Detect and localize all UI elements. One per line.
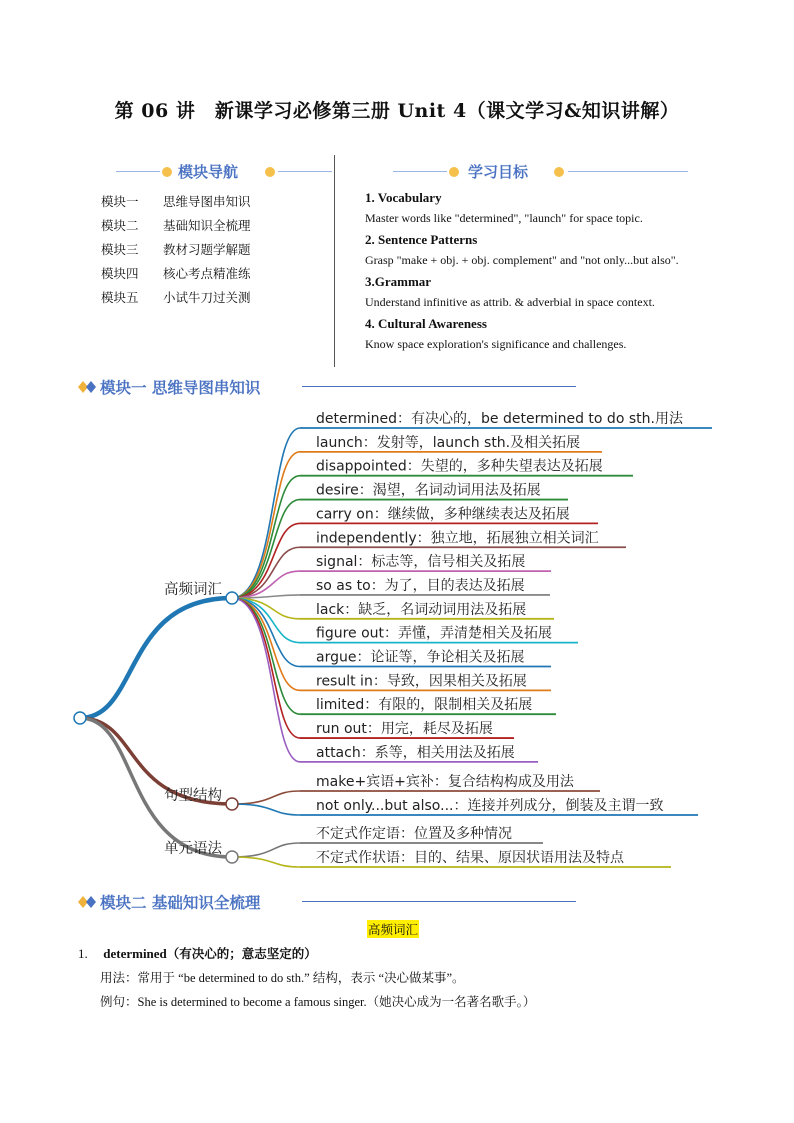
leaf-connector	[232, 598, 300, 738]
branch-line	[80, 598, 232, 718]
module-nav-title: 模块导航	[178, 163, 239, 181]
category-label: 单元语法	[164, 841, 222, 857]
column-divider	[334, 155, 335, 367]
dot-icon	[162, 167, 172, 177]
leaf-label: determined：有决心的，be determined to do sth.用法	[316, 411, 683, 427]
goal-heading: 3.Grammar	[365, 274, 432, 289]
category-node	[226, 798, 238, 810]
leaf-label: desire：渴望，名词动词用法及拓展	[316, 482, 541, 499]
leaf-label: so as to：为了，目的表达及拓展	[316, 577, 525, 594]
module-nav-list	[101, 192, 321, 312]
divider-line	[302, 386, 576, 387]
goal-heading: 4. Cultural Awareness	[365, 316, 487, 331]
goal-text: Know space exploration's significance and challenges.	[365, 337, 627, 351]
leaf-label: argue：论证等，争论相关及拓展	[316, 649, 525, 666]
divider-line	[302, 901, 576, 902]
dot-icon	[554, 167, 564, 177]
leaf-label: 不定式作定语：位置及多种情况	[316, 826, 512, 842]
leaf-label: attach：系等，相关用法及拓展	[316, 744, 515, 761]
goal-text: Grasp "make + obj. + obj. complement" and "not only...but also".	[365, 253, 679, 267]
usage-label: 用法：	[100, 970, 138, 985]
leaf-label: run out：用完，耗尽及拓展	[316, 721, 493, 738]
usage-text: 常用于 “be determined to do sth.” 结构，表示 “决心做某事”。	[137, 971, 465, 985]
module1-header	[78, 376, 578, 398]
diamond-icon	[78, 380, 98, 394]
subheading: 高频词汇	[368, 922, 419, 937]
leaf-connector	[232, 857, 300, 867]
mind-map	[0, 405, 794, 875]
goal-heading: 1. Vocabulary	[365, 190, 442, 205]
leaf-connector	[232, 791, 300, 804]
category-label: 高频词汇	[164, 582, 222, 598]
divider-line	[116, 171, 160, 172]
category-node	[226, 592, 238, 604]
module2-header	[78, 891, 578, 913]
leaf-label: limited：有限的，限制相关及拓展	[316, 697, 533, 714]
vocab-entry	[78, 944, 758, 1016]
goals-title: 学习目标	[468, 163, 529, 181]
entry-number: 1.	[78, 946, 88, 961]
nav-item[interactable]: 模块二 基础知识全梳理	[101, 218, 251, 233]
dot-icon	[449, 167, 459, 177]
divider-line	[393, 171, 447, 172]
nav-item[interactable]: 模块五 小试牛刀过关测	[101, 290, 251, 305]
nav-item[interactable]: 模块四 核心考点精准练	[101, 266, 251, 281]
divider-line	[568, 171, 688, 172]
goal-text: Understand infinitive as attrib. & adverbial in space context.	[365, 295, 655, 309]
example-label: 例句：	[100, 994, 138, 1009]
goals-header	[375, 160, 715, 184]
module2-title: 模块二 基础知识全梳理	[100, 894, 261, 912]
page-title: 第 06 讲 新课学习必修第三册 Unit 4（课文学习&知识讲解）	[114, 100, 680, 122]
leaf-label: launch：发射等，launch sth.及相关拓展	[316, 434, 581, 451]
leaf-label: 不定式作状语：目的、结果、原因状语用法及特点	[316, 850, 624, 866]
leaf-label: result in：导致，因果相关及拓展	[316, 673, 527, 690]
leaf-connector	[232, 523, 300, 598]
goal-text: Master words like "determined", "launch" for space topic.	[365, 211, 643, 225]
category-node	[226, 851, 238, 863]
root-node	[74, 712, 86, 724]
leaf-connector	[232, 452, 300, 598]
leaf-connector	[232, 804, 300, 815]
entry-gloss: （有决心的；意志坚定的）	[166, 946, 317, 961]
nav-item[interactable]: 模块三 教材习题学解题	[101, 242, 251, 257]
dot-icon	[265, 167, 275, 177]
leaf-label: figure out：弄懂，弄清楚相关及拓展	[316, 625, 553, 642]
diamond-icon	[78, 895, 98, 909]
leaf-label: carry on：继续做，多种继续表达及拓展	[316, 506, 570, 523]
leaf-label: make+宾语+宾补：复合结构构成及用法	[316, 774, 574, 790]
leaf-label: lack：缺乏，名词动词用法及拓展	[316, 601, 527, 618]
example-text: She is determined to become a famous singer.（她决心成为一名著名歌手。）	[137, 995, 536, 1009]
goals-list	[365, 190, 765, 358]
module1-title: 模块一 思维导图串知识	[100, 379, 261, 397]
goal-heading: 2. Sentence Patterns	[365, 232, 478, 247]
leaf-label: independently：独立地，拓展独立相关词汇	[316, 530, 599, 547]
leaf-label: disappointed：失望的，多种失望表达及拓展	[316, 458, 603, 475]
divider-line	[278, 171, 332, 172]
module-nav-header	[98, 160, 333, 184]
entry-word: determined	[103, 946, 167, 961]
nav-item[interactable]: 模块一 思维导图串知识	[101, 194, 251, 209]
category-label: 句型结构	[164, 788, 222, 804]
leaf-label: not only...but also...：连接并列成分，倒装及主谓一致	[316, 798, 664, 814]
leaf-connector	[232, 843, 300, 857]
leaf-label: signal：标志等，信号相关及拓展	[316, 554, 526, 571]
